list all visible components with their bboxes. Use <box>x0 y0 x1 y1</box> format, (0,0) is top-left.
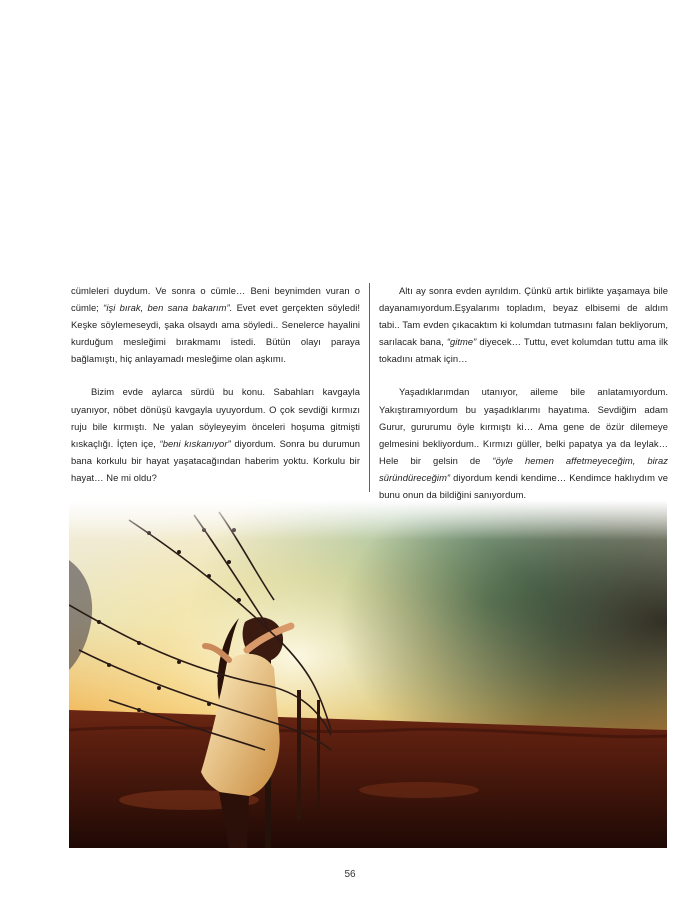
quote: “gitme” <box>446 336 477 348</box>
quote: “öyle hemen affetmeyeceğim, biraz süründüreceğim” <box>379 454 668 483</box>
woman-barbed-wire-photo <box>69 500 667 848</box>
column-divider <box>369 283 370 492</box>
right-paragraph-1: Altı ay sonra evden ayrıldım. Çünkü artık birlikte yaşamaya bile dayanamıyordum.Eşyalarımı topladım, beyaz elbisemi de aldım tabi.. Tam evden çıkacaktım ki kolumdan tutmasını falan bekliyorum, sarılacak bana, “gitme” diyecek… Tuttu, evet kolumdan tuttu ama ilk tokadını atmak için… <box>379 285 669 365</box>
right-paragraph-2: Yaşadıklarımdan utanıyor, aileme bile anlatamıyordum. Yakıştıramıyordum bu yaşadıklarımı hayatıma. Sevdiğim adam Gurur, gururumu öyle kırmıştı ki… Ama gene de özür dilemeye gelmesini bekliyordum.. Kırmızı güller, belki papatya ya da leylak… Hele bir gelsin de “öyle hemen affetmeyeceğim, biraz süründüreceğim” diyordum kendi kendime… Kendimce haklıydım ve bunu onun da bildiğini sanıyordum. <box>379 386 668 501</box>
right-text-column <box>379 282 668 503</box>
left-paragraph-1: cümleleri duydum. Ve sonra o cümle… Beni beynimden vuran o cümle; “işi bırak, ben sana bakarım”. Evet evet gerçekten söyledi! Keşke söylemeseydi, şaka olsaydı ama söyledi.. Senelerce hayalini kurduğum mesleğimi bırakmamı istedi. Bütün olayı paraya bağlamıştı, hiç anlayamadı mesleğime olan aşkımı. <box>71 285 360 365</box>
page-number: 56 <box>344 869 356 880</box>
photo-illustration <box>69 500 667 848</box>
quote: “işi bırak, ben sana bakarım”. <box>103 302 233 314</box>
left-text-column <box>71 282 360 486</box>
left-paragraph-2: Bizim evde aylarca sürdü bu konu. Sabahları kavgayla uyanıyor, nöbet dönüşü kavgayla uyuyordum. O çok sevdiği kırmızı ruju bile kırmıştı. Ne yalan söyleyeyim önceleri hoşuma gitmişti kıskaçlığı. İçten içe, “beni kıskanıyor” diyordum. Sonra bu durumun bana korkulu bir hayat yaşatacağından haberim yoktu. Korkulu bir hayat… Ne mi oldu? <box>71 386 360 483</box>
quote: “beni kıskanıyor” <box>159 437 231 449</box>
